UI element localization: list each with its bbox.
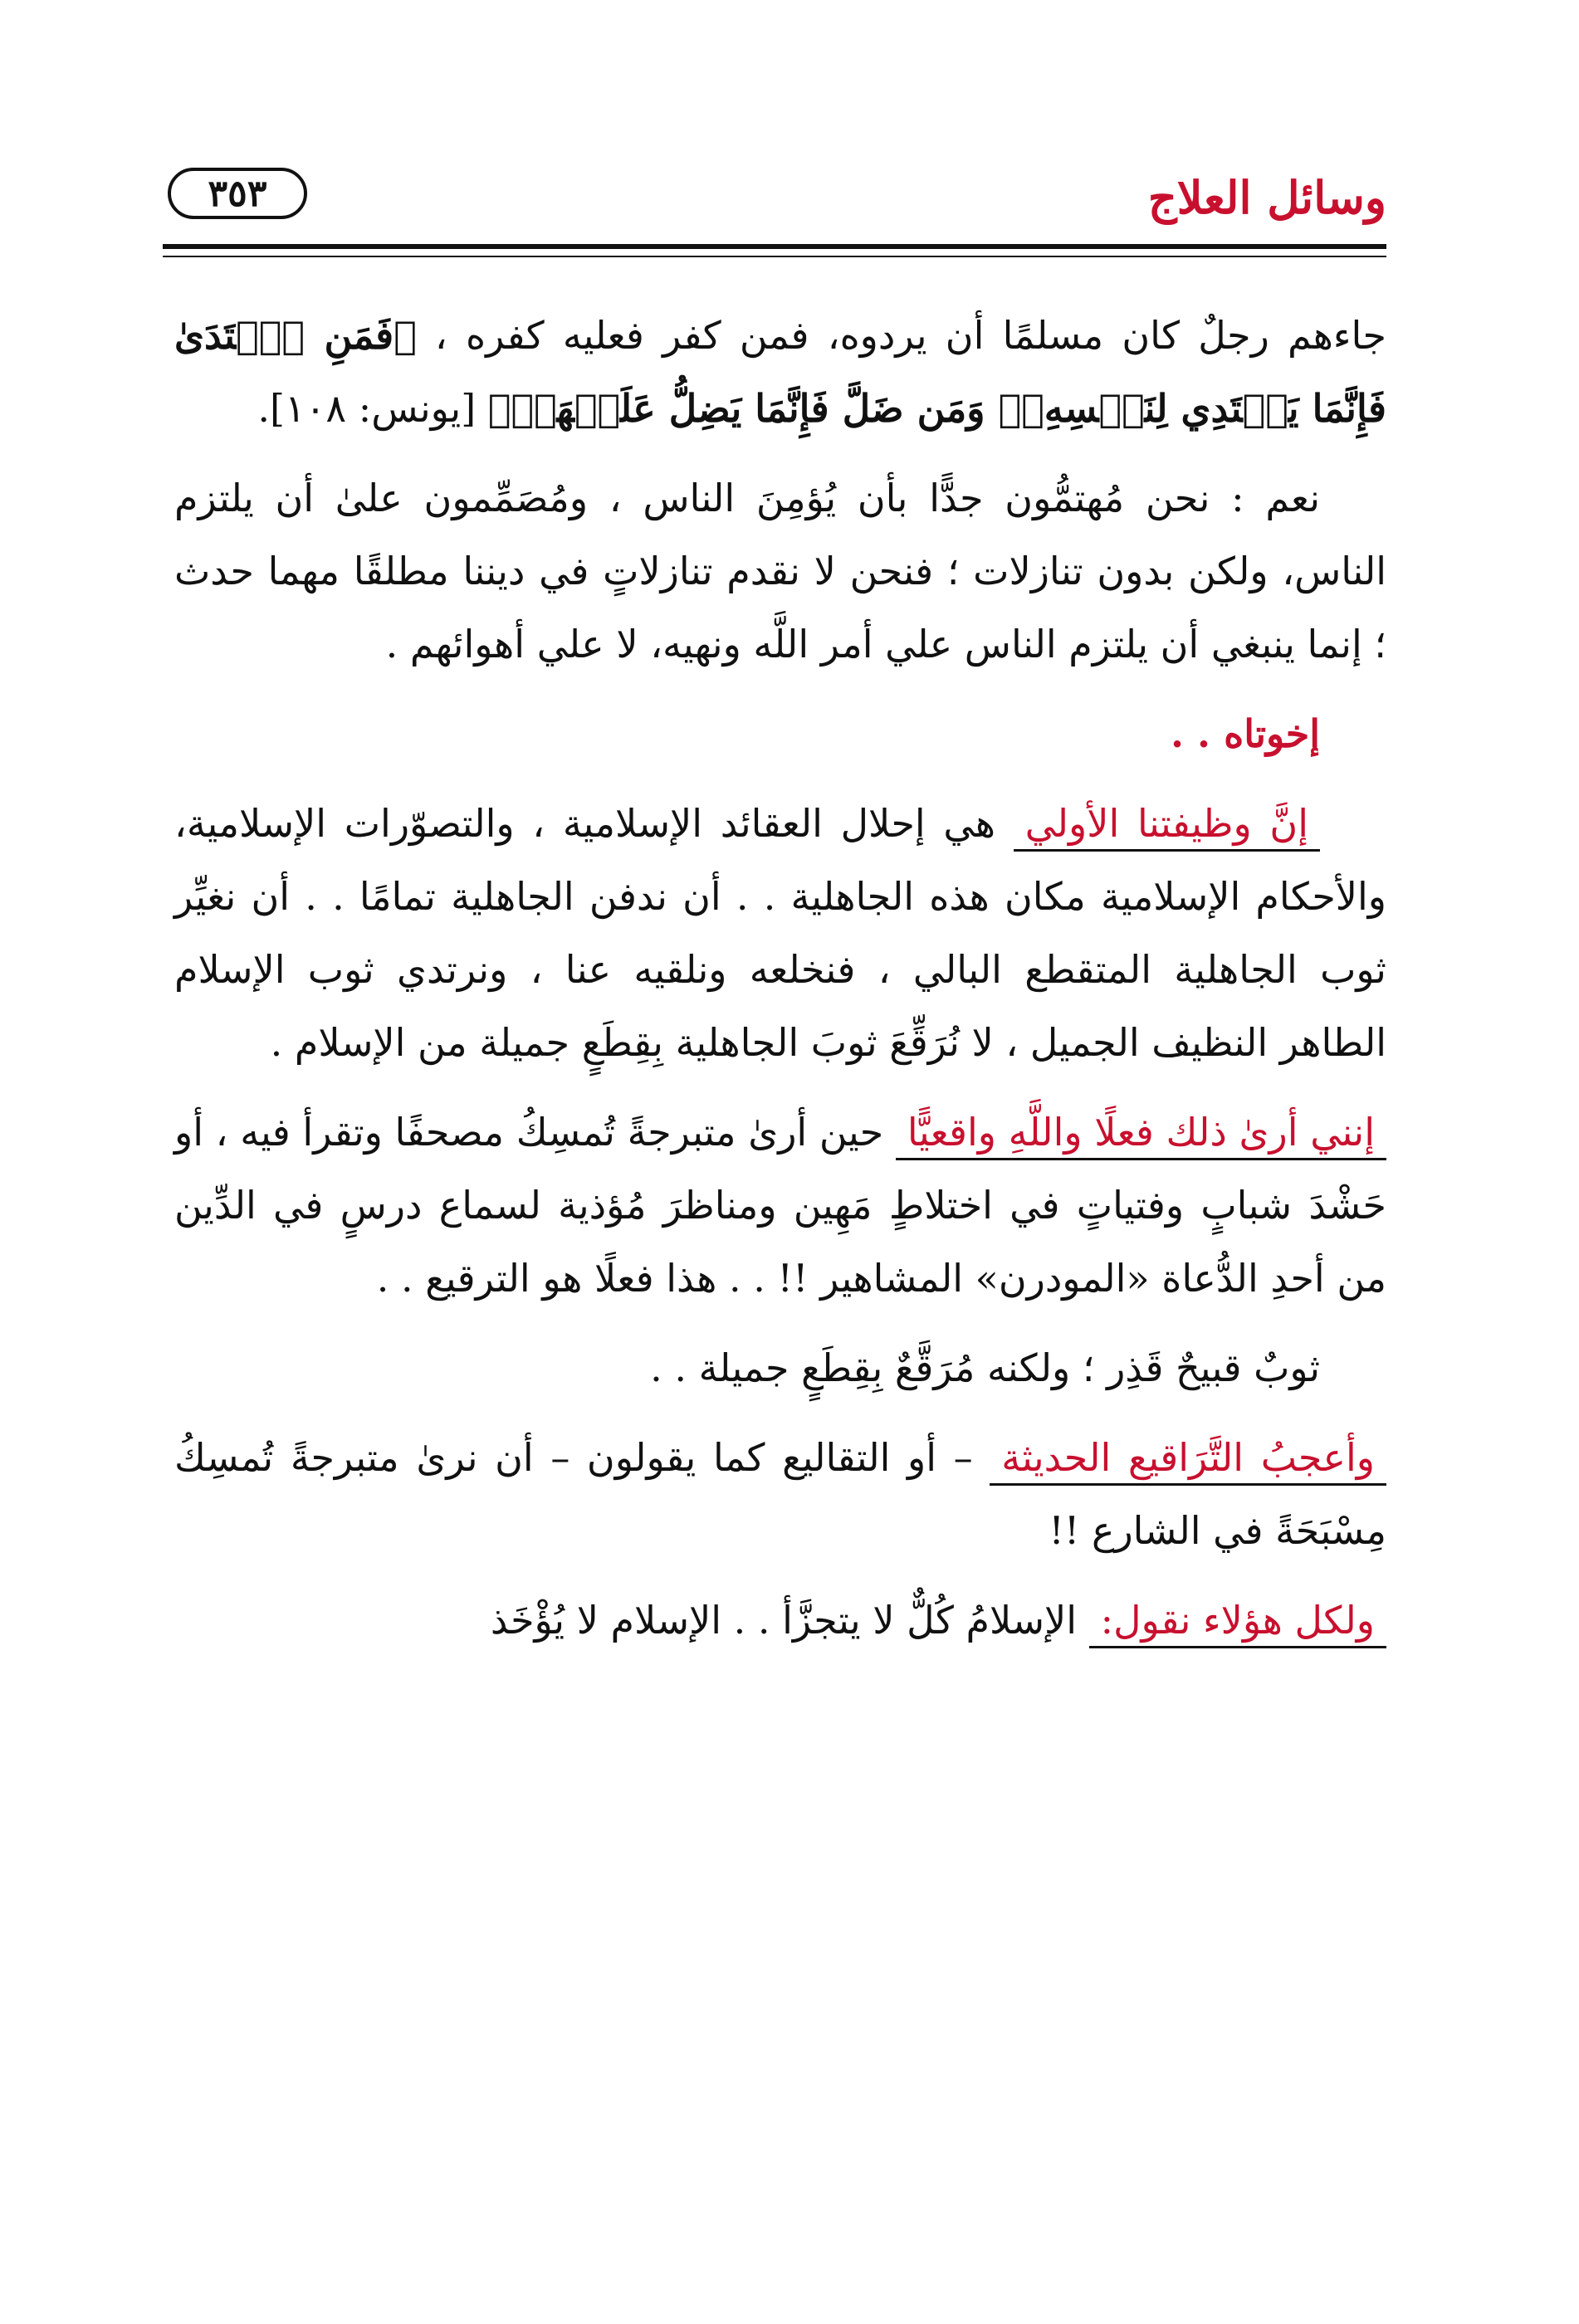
page-number-badge: ٣٥٣ [168, 168, 307, 219]
paragraph-7 [174, 1584, 1386, 1657]
paragraph-3-lead: إنَّ وظيفتنا الأولي [1014, 801, 1320, 852]
quran-verse: ﴿فَمَنِ ٱهۡتَدَىٰ فَإِنَّمَا يَهۡتَدِي لِنَفۡسِهِۦۖ وَمَن ضَلَّ فَإِنَّمَا يَضِلُّ عَلَيۡهَاۖ﴾ [174, 313, 1386, 431]
paragraph-5: ثوبٌ قبيحٌ قَذِر ؛ ولكنه مُرَقَّعٌ بِقِطَعٍ جميلة . . [650, 1345, 1320, 1390]
paragraph-1 [174, 299, 1386, 445]
paragraph-1-text: جاءهم رجلٌ كان مسلمًا أن يردوه، فمن كفر فعليه كفره ، [416, 313, 1386, 358]
paragraph-6-text: – أو التقاليع كما يقولون – أن نرىٰ متبرجةً تُمسِكُ مِسْبَحَةً في الشارع !! [174, 1435, 1386, 1553]
paragraph-6 [174, 1421, 1386, 1567]
verse-reference: [يونس: ١٠٨]. [257, 386, 488, 431]
body-text [174, 299, 1386, 1673]
paragraph-7-text: الإسلامُ كُلٌّ لا يتجزَّأ . . الإسلام لا يُؤْخَذ [490, 1598, 1089, 1643]
paragraph-3 [174, 787, 1386, 1079]
paragraph-4-text: حين أرىٰ متبرجةً تُمسِكُ مصحفًا وتقرأ فيه ، أو حَشْدَ شبابٍ وفتياتٍ في اختلاطٍ مَهِين ومناظرَ مُؤذية لسماع درسٍ في الدِّين من أحدِ الدُّعاة «المودرن» المشاهير !! . . هذا فعلًا هو الترقيع . . [174, 1110, 1386, 1301]
paragraph-4-lead: إنني أرىٰ ذلك فعلًا واللَّهِ واقعيًّا [896, 1110, 1386, 1160]
paragraph-2: نعم : نحن مُهتمُّون جدًّا بأن يُؤمِنَ الناس ، ومُصَمِّمون علىٰ أن يلتزم الناس، ولكن بدون تنازلات ؛ فنحن لا نقدم تنازلاتٍ في ديننا مطلقًا مهما حدث ؛ إنما ينبغي أن يلتزم الناس علي أمر اللَّه ونهيه، لا علي أهوائهم . [174, 476, 1386, 666]
paragraph-3-text: هي إحلال العقائد الإسلامية ، والتصوّرات الإسلامية، والأحكام الإسلامية مكان هذه الجاهلية . . أن ندفن الجاهلية تمامًا . . أن نغيِّر ثوب الجاهلية المتقطع البالي ، فنخلعه ونلقيه عنا ، ونرتدي ثوب الإسلام الطاهر النظيف الجميل ، لا نُرَقِّعَ ثوبَ الجاهلية بِقِطَعٍ جميلة من الإسلام . [174, 801, 1386, 1065]
paragraph-6-lead: وأعجبُ التَّرَاقيع الحديثة [990, 1435, 1386, 1486]
paragraph-7-lead: ولكل هؤلاء نقول: [1089, 1598, 1386, 1648]
section-heading: إخوتاه . . [1171, 711, 1320, 756]
running-header-title: وسائل العلاج [1147, 171, 1386, 224]
paragraph-4 [174, 1096, 1386, 1315]
header-rule-thin [163, 256, 1386, 257]
header-rule-thick [163, 244, 1386, 249]
